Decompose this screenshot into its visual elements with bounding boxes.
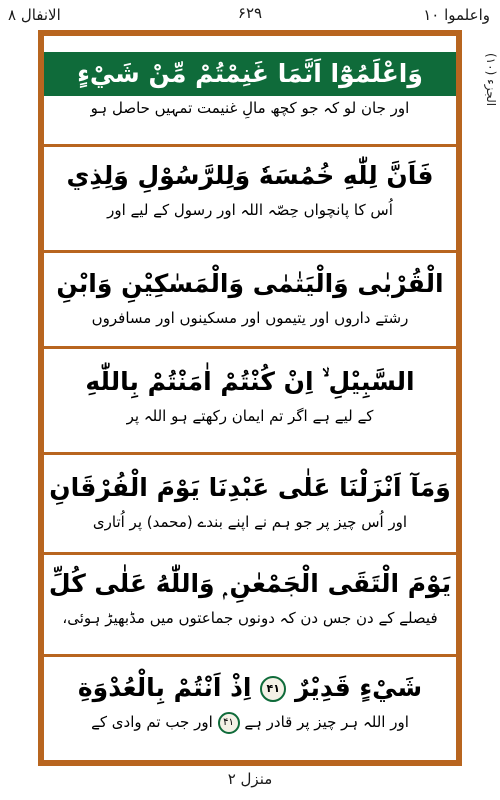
manzil-footer: منزل ۲ (227, 770, 273, 788)
arabic-text: فَاَنَّ لِلّٰهِ خُمُسَهٗ وَلِلرَّسُوْلِ وَلِذِي (66, 161, 434, 190)
arabic-text: الْقُرْبٰى وَالْيَتٰمٰى وَالْمَسٰكِيْنِ وَابْنِ (56, 269, 444, 298)
urdu-translation: اور اُس چیز پر جو ہم نے اپنے بندے (محمد) پر اُتاری (92, 513, 408, 531)
juz-label: الجزء (۱۰) (484, 53, 498, 107)
verse-line-3 (44, 262, 456, 330)
ayah-number-icon: ۴۱ (218, 712, 240, 734)
surah-name: الانفال ۸ (8, 6, 61, 24)
verse-line-1 (44, 52, 456, 120)
urdu-translation (44, 710, 456, 734)
arabic-text: السَّبِيْلِ ۙ اِنْ كُنْتُمْ اٰمَنْتُمْ بِاللّٰهِ (85, 367, 415, 396)
verse-line-4 (44, 360, 456, 428)
line-divider (44, 452, 456, 455)
line-divider (44, 654, 456, 657)
ayah-number-icon: ۴۱ (260, 676, 286, 702)
urdu-translation: فیصلے کے دن جس دن کہ دونوں جماعتوں میں مڈبھیڑ ہوئی، (62, 609, 438, 627)
urdu-text-end: اور جب تم وادی کے (91, 713, 213, 731)
verse-line-7 (44, 666, 456, 734)
line-divider (44, 552, 456, 555)
urdu-translation: اور جان لو کہ جو کچھ مالِ غنیمت تمہیں حاصل ہو (90, 99, 410, 117)
arabic-text: يَوْمَ الْتَقَى الْجَمْعٰنِ ۭ وَاللّٰهُ عَلٰى كُلِّ (48, 569, 452, 598)
arabic-text: وَمَآ اَنْزَلْنَا عَلٰى عَبْدِنَا يَوْمَ الْفُرْقَانِ (49, 473, 451, 502)
arabic-text-end: اِذْ اَنْتُمْ بِالْعُدْوَةِ (77, 673, 252, 702)
page-header (0, 0, 500, 30)
line-divider (44, 144, 456, 147)
arabic-text: وَاعْلَمُوْٓا اَنَّمَا غَنِمْتُمْ مِّنْ شَيْءٍ (44, 52, 456, 96)
arabic-text-start: شَيْءٍ قَدِيْرٌ (294, 673, 423, 702)
arabic-text (44, 666, 456, 710)
verse-line-5 (44, 466, 456, 534)
page-number: ۶۲۹ (237, 4, 263, 22)
urdu-translation: کے لیے ہے اگر تم ایمان رکھتے ہو اللہ پر (126, 407, 374, 425)
line-divider (44, 250, 456, 253)
line-divider (44, 346, 456, 349)
urdu-translation: اُس کا پانچواں حِصّہ اللہ اور رسول کے لیے اور (107, 201, 393, 219)
verse-line-6 (44, 562, 456, 630)
verse-line-2 (44, 154, 456, 222)
urdu-translation: رشتے داروں اور یتیموں اور مسکینوں اور مسافروں (91, 309, 409, 327)
urdu-text-start: اور اللہ ہر چیز پر قادر ہے (244, 713, 409, 731)
para-name: واعلموا ۱۰ (423, 6, 490, 24)
